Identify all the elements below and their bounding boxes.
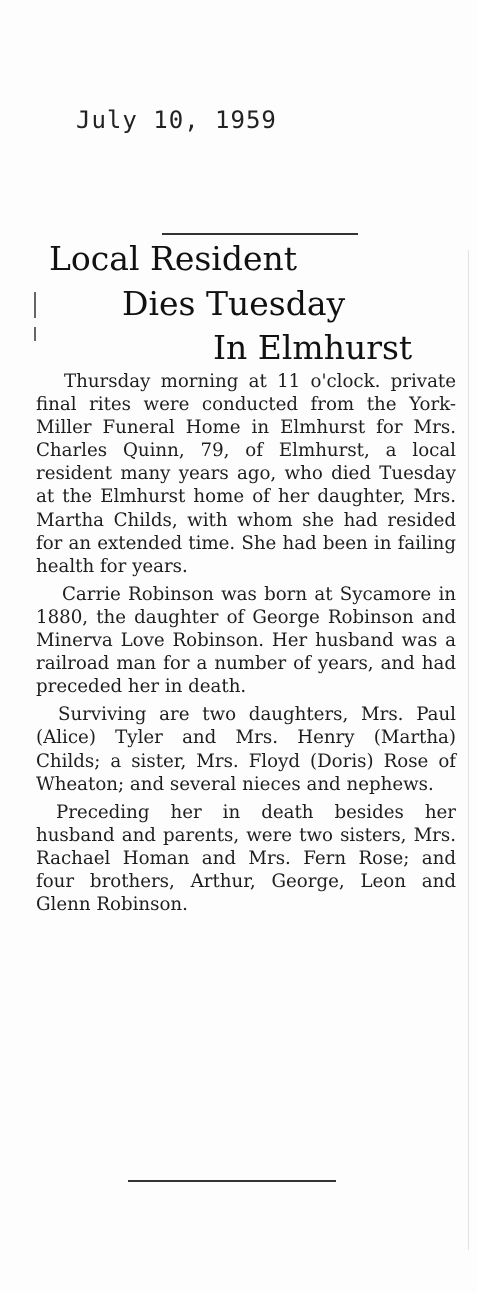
article-paragraph-3: Surviving are two daughters, Mrs. Paul (Alice) Tyler and Mrs. Henry (Martha) Childs; a sister, Mrs. Floyd (Doris) Rose of Wheaton; and several nieces and nephews. — [36, 704, 456, 795]
article-paragraph-4: Preceding her in death besides her husband and parents, were two sisters, Mrs. Rachael Homan and Mrs. Fern Rose; and four brothers, Arthur, George, Leon and Glenn Robinson. — [36, 801, 456, 916]
column-margin-mark — [34, 292, 36, 318]
article-end-rule — [128, 1180, 336, 1182]
headline-line-1: Local Resident — [49, 239, 298, 278]
clipping-date: July 10, 1959 — [76, 106, 277, 134]
article-paragraph-1: Thursday morning at 11 o'clock. private final rites were conducted from the York-Miller Funeral Home in Elmhurst for Mrs. Charles Quinn, 79, of Elmhurst, a local resident many years ago, who died Tuesday at the Elmhurst home of her daughter, Mrs. Martha Childs, with whom she had resided for an extended time. She had been in failing health for years. — [36, 371, 456, 577]
headline-top-rule — [162, 233, 358, 235]
headline-line-2: Dies Tuesday — [122, 284, 346, 323]
clipping-edge-shadow — [468, 250, 469, 1250]
article-paragraph-2: Carrie Robinson was born at Sycamore in 1880, the daughter of George Robinson and Minerva Love Robinson. Her husband was a railroad man for a number of years, and had preceded her in death. — [36, 583, 456, 698]
headline-line-3: In Elmhurst — [213, 328, 413, 367]
column-margin-mark — [34, 327, 36, 341]
article-body — [36, 370, 456, 921]
